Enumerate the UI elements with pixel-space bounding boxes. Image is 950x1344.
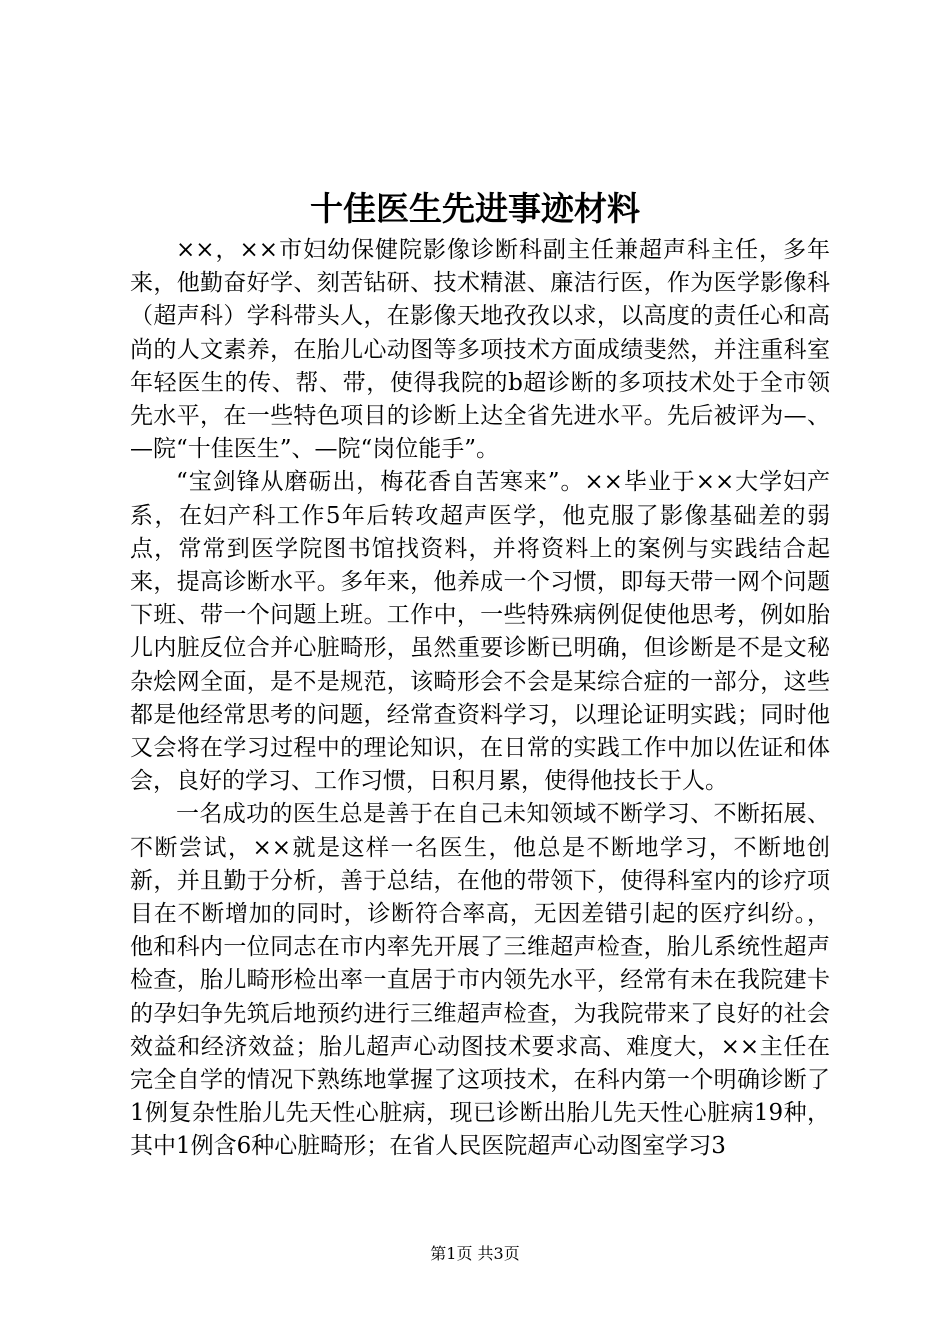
paragraph-3: 一名成功的医生总是善于在自己未知领域不断学习、不断拓展、不断尝试，××就是这样一名医生，他总是不断地学习，不断地创新，并且勤于分析，善于总结，在他的带领下，使得科室内的诊疗项目在不断增加的同时，诊断符合率高，无因差错引起的医疗纠纷。，他和科内一位同志在市内率先开展了三维超声检查，胎儿系统性超声检查，胎儿畸形检出率一直居于市内领先水平，经常有未在我院建卡的孕妇争先筑后地预约进行三维超声检查，为我院带来了良好的社会效益和经济效益；胎儿超声心动图技术要求高、难度大，××主任在完全自学的情况下熟练地掌握了这项技术，在科内第一个明确诊断了1例复杂性胎儿先天性心脏病，现已诊断出胎儿先天性心脏病19种，其中1例含6种心脏畸形；在省人民医院超声心动图室学习3 [130, 801, 830, 1160]
paragraph-2: “宝剑锋从磨砺出，梅花香自苦寒来”。××毕业于××大学妇产系，在妇产科工作5年后转攻超声医学，他克服了影像基础差的弱点，常常到医学院图书馆找资料，并将资料上的案例与实践结合起来，提高诊断水平。多年来，他养成一个习惯，即每天带一网个问题下班、带一个问题上班。工作中，一些特殊病例促使他思考，例如胎儿内脏反位合并心脏畸形，虽然重要诊断已明确，但诊断是不是文秘杂烩网全面，是不是规范，该畸形会不会是某综合症的一部分，这些都是他经常思考的问题，经常查资料学习，以理论证明实践；同时他又会将在学习过程中的理论知识，在日常的实践工作中加以佐证和体会，良好的学习、工作习惯，日积月累，使得他技长于人。 [130, 469, 830, 795]
document-body [130, 234, 830, 1164]
page-footer: 第1页 共3页 [430, 1244, 520, 1263]
document-title: 十佳医生先进事迹材料 [310, 189, 640, 228]
paragraph-1: ××，××市妇幼保健院影像诊断科副主任兼超声科主任，多年来，他勤奋好学、刻苦钻研、技术精湛、廉洁行医，作为医学影像科（超声科）学科带头人，在影像天地孜孜以求，以高度的责任心和高尚的人文素养，在胎儿心动图等多项技术方面成绩斐然，并注重科室年轻医生的传、帮、带，使得我院的b超诊断的多项技术处于全市领先水平，在一些特色项目的诊断上达全省先进水平。先后被评为—、—院“十佳医生”、—院“岗位能手”。 [130, 237, 830, 463]
